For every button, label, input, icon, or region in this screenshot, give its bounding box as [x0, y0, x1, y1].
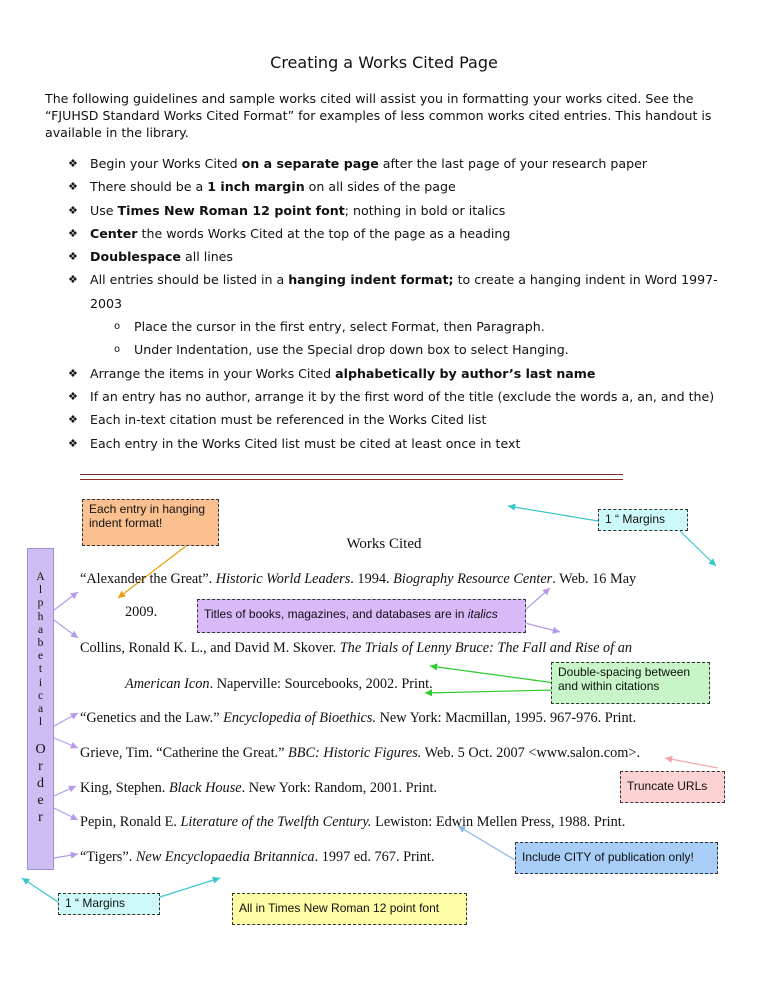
sub-list-item: o Under Indentation, use the Special drop down box to select Hanging.: [114, 338, 728, 361]
list-item: ❖ Each entry in the Works Cited list must be cited at least once in text: [68, 432, 728, 455]
list-item: ❖ Arrange the items in your Works Cited alphabetically by author’s last name: [68, 362, 728, 385]
works-cited-heading: Works Cited: [346, 536, 422, 552]
citation-entry: Collins, Ronald K. L., and David M. Skover. The Trials of Lenny Bruce: The Fall and Rise of an: [80, 640, 632, 656]
circle-bullet-icon: o: [114, 321, 121, 333]
citation-entry: “Alexander the Great”. Historic World Leaders. 1994. Biography Resource Center. Web. 16 May: [80, 571, 637, 587]
diamond-bullet-icon: ❖: [68, 436, 78, 450]
circle-bullet-icon: o: [114, 344, 121, 356]
diamond-bullet-icon: ❖: [68, 366, 78, 380]
citation-entry: “Genetics and the Law.” Encyclopedia of Bioethics. New York: Macmillan, 1995. 967-976. Print.: [80, 710, 637, 726]
alphabetical-order-label: A l p h a b e t i c a l O r d e r: [27, 548, 54, 870]
sub-list-item: o Place the cursor in the first entry, select Format, then Paragraph.: [114, 315, 728, 338]
list-item: ❖ If an entry has no author, arrange it by the first word of the title (exclude the words a, an, and the): [68, 385, 728, 408]
list-item: ❖ Use Times New Roman 12 point font; nothing in bold or italics: [68, 199, 728, 222]
citation-entry-continued: American Icon. Naperville: Sourcebooks, 2002. Print.: [125, 676, 433, 692]
list-item: ❖ All entries should be listed in a hanging indent format; to create a hanging indent in Word 1997-2003 o Place the cursor in the first entry, select Format, then Paragraph. o Under Indentation, use the Special drop down box to select Hanging.: [68, 268, 728, 361]
citation-entry: “Tigers”. New Encyclopaedia Britannica. 1997 ed. 767. Print.: [80, 849, 435, 865]
citation-entry-continued: 2009.: [125, 604, 158, 620]
citation-entry: Pepin, Ronald E. Literature of the Twelfth Century. Lewiston: Edwin Mellen Press, 1988. Print.: [80, 814, 626, 830]
diamond-bullet-icon: ❖: [68, 273, 78, 287]
list-item: ❖ There should be a 1 inch margin on all sides of the page: [68, 175, 728, 198]
list-item: ❖ Begin your Works Cited on a separate page after the last page of your research paper: [68, 152, 728, 175]
truncate-urls-callout: Truncate URLs: [620, 771, 725, 803]
diamond-bullet-icon: ❖: [68, 226, 78, 240]
italics-callout: Titles of books, magazines, and databases are in italics: [197, 599, 526, 633]
intro-paragraph: The following guidelines and sample works cited will assist you in formatting your works cited. See the “FJUHSD Standard Works Cited Format” for examples of less common works cited entries. This handout is available in the library.: [45, 91, 712, 140]
page-title: Creating a Works Cited Page: [270, 53, 498, 72]
diamond-bullet-icon: ❖: [68, 250, 78, 264]
city-callout: Include CITY of publication only!: [515, 842, 718, 874]
list-item: ❖ Each in-text citation must be referenced in the Works Cited list: [68, 408, 728, 431]
diamond-bullet-icon: ❖: [68, 157, 78, 170]
hanging-indent-callout: Each entry in hanging indent format!: [82, 499, 219, 546]
citation-entry: Grieve, Tim. “Catherine the Great.” BBC: Historic Figures. Web. 5 Oct. 2007 <www.salon.com>.: [80, 745, 641, 761]
diamond-bullet-icon: ❖: [68, 413, 78, 427]
margins-callout-top: 1 “ Margins: [598, 509, 688, 531]
diamond-bullet-icon: ❖: [68, 180, 78, 194]
citation-entry: King, Stephen. Black House. New York: Random, 2001. Print.: [80, 780, 438, 796]
list-item: ❖ Center the words Works Cited at the top of the page as a heading: [68, 222, 728, 245]
margins-callout-bottom: 1 “ Margins: [58, 893, 160, 915]
double-spacing-callout: Double-spacing between and within citations: [551, 662, 710, 704]
font-callout: All in Times New Roman 12 point font: [232, 893, 467, 925]
diamond-bullet-icon: ❖: [68, 389, 78, 403]
diamond-bullet-icon: ❖: [68, 203, 78, 217]
list-item: ❖ Doublespace all lines: [68, 245, 728, 268]
